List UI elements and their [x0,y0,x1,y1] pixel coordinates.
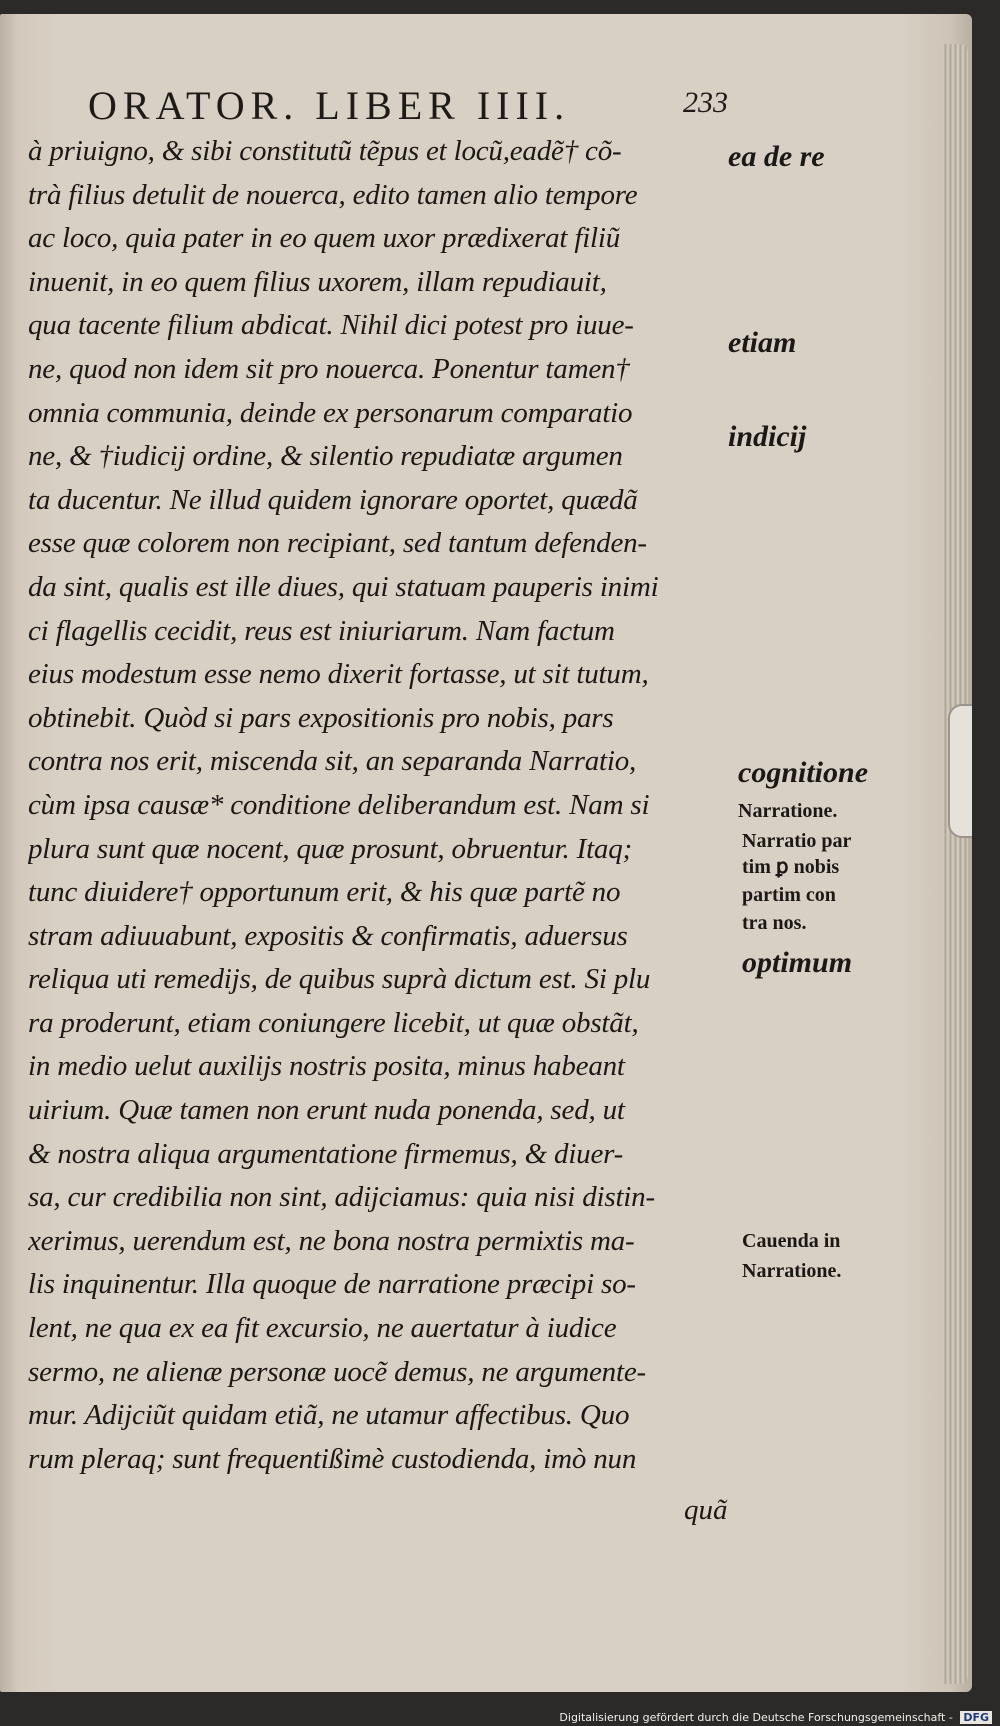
margin-note: tra nos. [742,912,807,934]
dfg-logo: DFG [960,1711,992,1724]
text-line: cùm ipsa causæ* conditione deliberandum est. Nam si [28,788,650,821]
margin-note: indicij [728,420,807,453]
margin-note: Narratione. [742,1260,842,1282]
page-clip [948,704,972,838]
credit-text: Digitalisierung gefördert durch die Deutsche Forschungsgemeinschaft - [559,1711,953,1724]
page-header [88,82,728,128]
page-number: 233 [683,86,728,119]
text-line: lis inquinentur. Illa quoque de narratione præcipi so- [28,1268,636,1301]
text-line: esse quæ colorem non recipiant, sed tantum defenden- [28,527,647,560]
margin-note: etiam [728,326,797,359]
margin-note: tim ꝑ nobis [742,856,840,878]
text-line: à priuigno, & sibi constitutũ tẽpus et locũ,eadẽ† cõ- [28,135,622,167]
text-line: stram adiuuabunt, expositis & confirmatis, aduersus [28,919,628,952]
text-line: & nostra aliqua argumentatione firmemus, & diuer- [28,1137,624,1170]
text-line: ne, quod non idem sit pro nouerca. Ponentur tamen† [28,352,630,385]
margin-note: Narratione. [738,800,838,822]
text-line: ta ducentur. Ne illud quidem ignorare oportet, quædã [28,483,638,516]
text-line: ci flagellis cecidit, reus est iniuriarum. Nam factum [28,614,615,647]
margin-note: partim con [742,884,836,906]
margin-note: ea de re [728,140,825,173]
page-edges [942,44,968,1684]
text-line: eius modestum esse nemo dixerit fortasse, ut sit tutum, [28,658,649,691]
text-line: sa, cur credibilia non sint, adijciamus: quia nisi distin- [28,1181,655,1214]
margin-note: Narratio par [742,830,852,852]
text-line: obtinebit. Quòd si pars expositionis pro nobis, pars [28,701,614,734]
text-line: mur. Adijciũt quidam etiã, ne utamur affectibus. Quo [28,1399,630,1432]
text-line: uirium. Quæ tamen non erunt nuda ponenda, sed, ut [28,1094,625,1127]
text-line: ra proderunt, etiam coniungere licebit, ut quæ obstãt, [28,1006,639,1039]
text-line: plura sunt quæ nocent, quæ prosunt, obruentur. Itaq; [28,832,632,865]
catchword: quã [684,1494,728,1526]
text-line: trà filius detulit de nouerca, edito tamen alio tempore [28,178,638,211]
text-line: inuenit, in eo quem filius uxorem, illam repudiauit, [28,265,607,298]
margin-note: optimum [742,946,853,979]
text-line: in medio uelut auxilijs nostris posita, minus habeant [28,1050,625,1083]
text-line: rum pleraq; sunt frequentißimè custodienda, imò nun [28,1442,637,1475]
text-line: omnia communia, deinde ex personarum comparatio [28,396,633,429]
text-line: da sint, qualis est ille diues, qui statuam pauperis inimi [28,570,659,603]
text-line: qua tacente filium abdicat. Nihil dici potest pro iuue- [28,309,634,342]
text-line: contra nos erit, miscenda sit, an separanda Narratio, [28,745,637,778]
digitization-credit [559,1711,992,1724]
body-text [28,130,738,1481]
text-line: reliqua uti remedijs, de quibus suprà dictum est. Si plu [28,963,651,996]
text-line: lent, ne qua ex ea fit excursio, ne auertatur à iudice [28,1312,617,1345]
text-line: sermo, ne alienæ personæ uocẽ demus, ne argumente- [28,1355,646,1388]
text-line: tunc diuidere† opportunum erit, & his quæ partẽ no [28,876,621,909]
margin-note: cognitione [738,756,869,789]
running-title: ORATOR. LIBER IIII. [88,83,571,128]
text-line: ne, & †iudicij ordine, & silentio repudiatæ argumen [28,440,623,473]
margin-note: Cauenda in [742,1230,841,1252]
text-line: ac loco, quia pater in eo quem uxor prædixerat filiũ [28,222,621,255]
text-line: xerimus, uerendum est, ne bona nostra permixtis ma- [28,1224,635,1257]
